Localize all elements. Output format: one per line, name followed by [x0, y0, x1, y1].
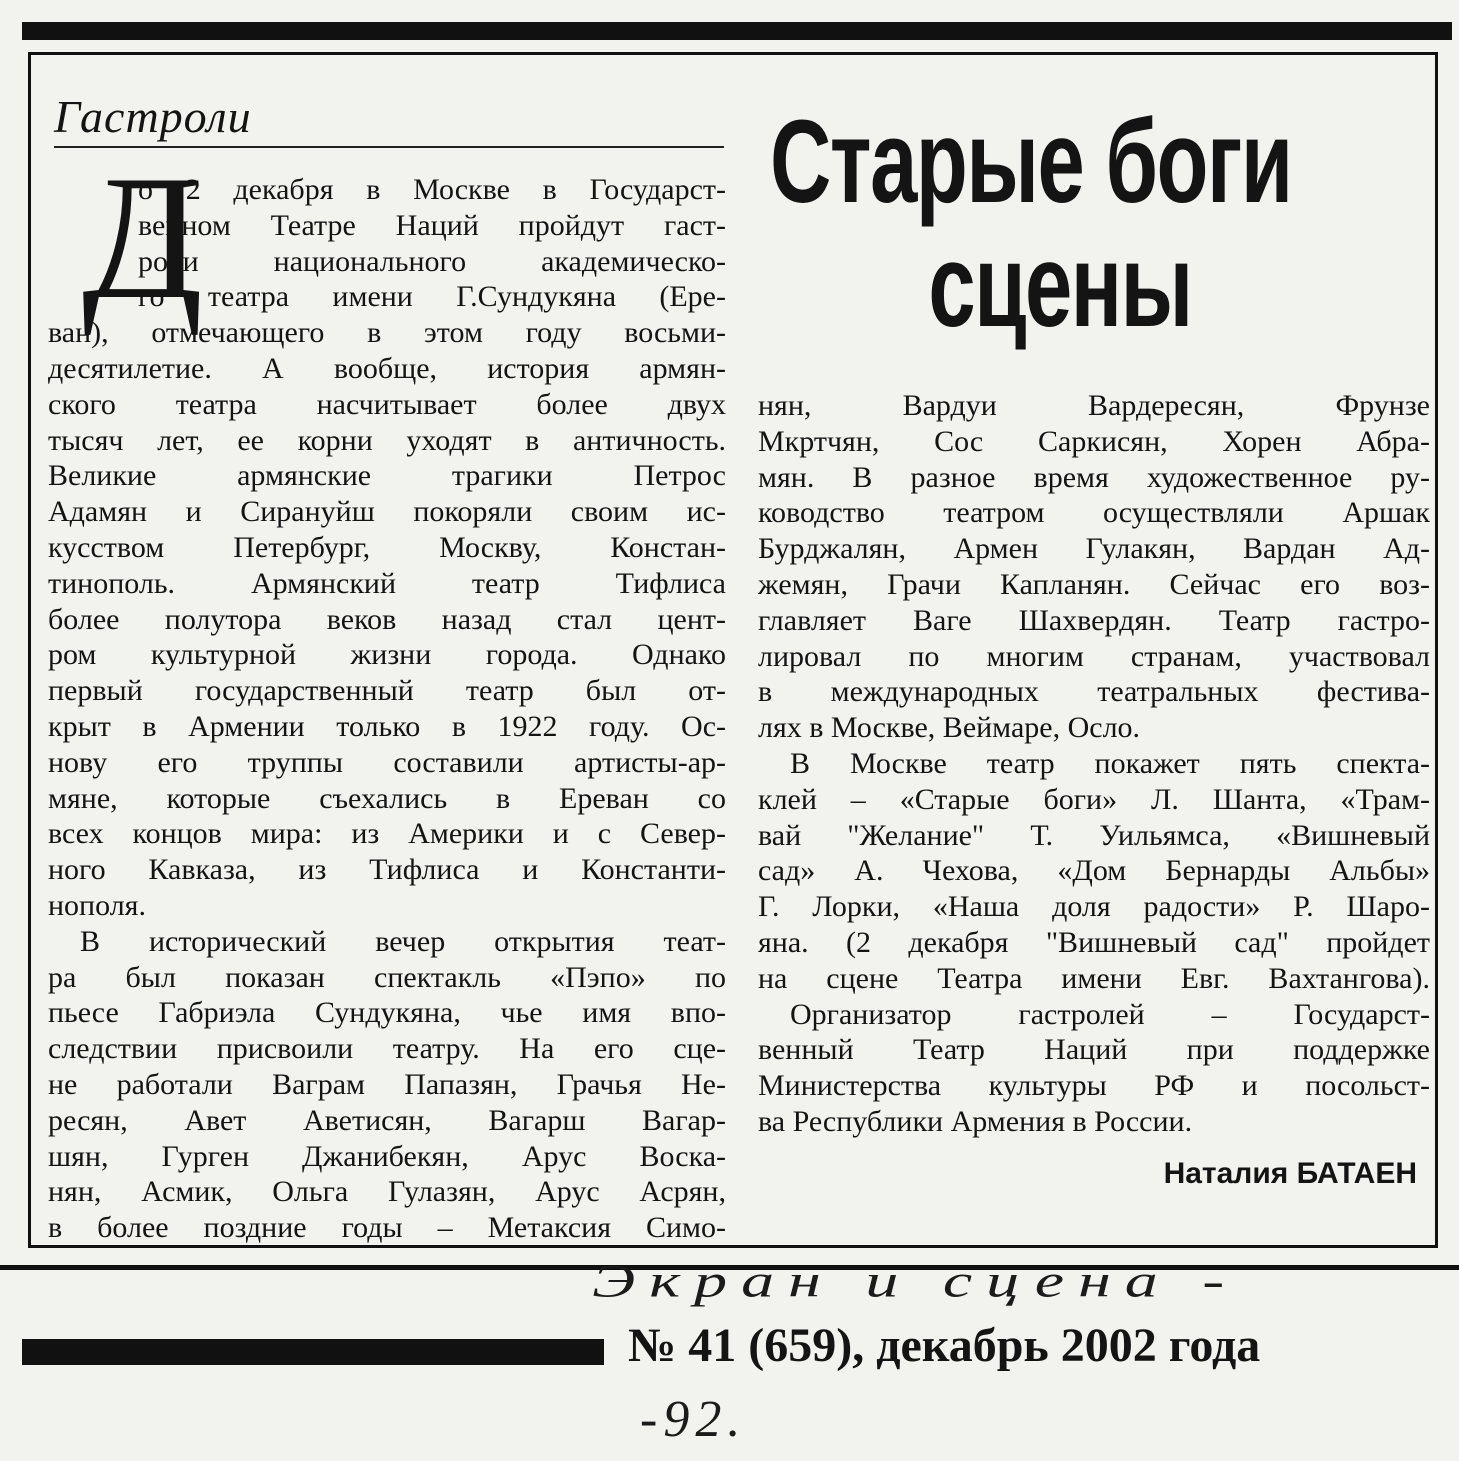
text-line: сад» А. Чехова, «Дом Бернарды Альбы»: [758, 854, 1430, 888]
text-line: ского театра насчитывает более двух: [48, 387, 726, 421]
text-line: тысяч лет, ее корни уходят в античность.: [48, 423, 726, 457]
text-line: в более поздние годы – Метаксия Симо-: [48, 1211, 726, 1245]
text-line: нян, Вардуи Вардересян, Фрунзе: [758, 389, 1430, 422]
text-line: клей – «Старые боги» Л. Шанта, «Трам-: [758, 782, 1430, 816]
text-line: Министерства культуры РФ и посольст-: [758, 1069, 1430, 1103]
text-line: кусством Петербург, Москву, Констан-: [48, 530, 726, 564]
top-rule: [22, 22, 1452, 40]
text-line: мяне, которые съехались в Ереван со: [48, 781, 726, 815]
handwritten-source-note: Экран и сцена -: [592, 1255, 1239, 1307]
text-line: лях в Москве, Веймаре, Осло.: [758, 711, 1141, 745]
text-line: вай "Желание" Т. Уильямса, «Вишневый: [758, 818, 1430, 852]
text-line: крыт в Армении только в 1922 году. Ос-: [48, 709, 726, 743]
headline-line-1: Старые боги: [770, 96, 1292, 228]
text-line: Великие армянские трагики Петрос: [48, 459, 726, 493]
drop-cap: Д: [82, 138, 204, 336]
text-line: главляет Ваге Шахвердян. Театр гастро-: [758, 603, 1430, 637]
text-line: лировал по многим странам, участвовал: [758, 639, 1430, 673]
text-line: В исторический вечер открытия теат-: [80, 924, 726, 958]
headline: [770, 96, 1292, 352]
text-line: венном Театре Наций пройдут гаст-: [138, 208, 726, 242]
bottom-bar: [22, 1339, 604, 1365]
text-line: нян, Асмик, Ольга Гулазян, Арус Асрян,: [48, 1175, 726, 1209]
text-line: ром культурной жизни города. Однако: [48, 638, 726, 672]
text-line: Г. Лорки, «Наша доля радости» Р. Шаро-: [758, 890, 1430, 924]
text-line: Мкртчян, Сос Саркисян, Хорен Абра-: [758, 424, 1430, 458]
text-line: роли национального академическо-: [138, 244, 726, 278]
handwritten-page-note: -92.: [640, 1391, 747, 1448]
text-line: десятилетие. А вообще, история армян-: [48, 351, 726, 385]
text-line: В Москве театр покажет пять спекта-: [790, 746, 1430, 780]
text-line: всех концов мира: из Америки и с Север-: [48, 817, 726, 851]
text-line: ра был показан спектакль «Пэпо» по: [48, 960, 726, 994]
text-line: венный Театр Наций при поддержке: [758, 1033, 1430, 1067]
text-line: жемян, Грачи Капланян. Сейчас его воз-: [758, 567, 1430, 601]
text-line: на сцене Театра имени Евг. Вахтангова).: [758, 961, 1430, 995]
text-line: ководство театром осуществляли Аршак: [758, 496, 1430, 530]
text-line: не работали Ваграм Папазян, Грачья Не-: [48, 1067, 726, 1101]
text-line: го театра имени Г.Сундукяна (Ере-: [138, 280, 726, 314]
rubric-label: Гастроли: [54, 91, 252, 142]
text-line: яна. (2 декабря "Вишневый сад" пройдет: [758, 925, 1430, 959]
text-line: первый государственный театр был от-: [48, 674, 726, 708]
text-line: ного Кавказа, из Тифлиса и Константи-: [48, 853, 726, 887]
text-line: нополя.: [48, 888, 146, 922]
text-line: следствии присвоили театру. На его сце-: [48, 1032, 726, 1066]
left-column: [48, 172, 726, 1246]
text-line: нову его труппы составили артисты-ар-: [48, 745, 726, 779]
text-line: ва Республики Армения в России.: [758, 1104, 1193, 1138]
text-line: мян. В разное время художественное ру-: [758, 460, 1430, 494]
text-line: ван), отмечающего в этом году восьми-: [48, 316, 726, 350]
text-line: ресян, Авет Аветисян, Вагарш Вагар-: [48, 1103, 726, 1137]
text-line: тинополь. Армянский театр Тифлиса: [48, 566, 726, 600]
author-byline: Наталия БАТАЕН: [1163, 1157, 1417, 1190]
headline-line-2: сцены: [928, 220, 1192, 352]
issue-line: № 41 (659), декабрь 2002 года: [628, 1319, 1261, 1372]
text-line: Адамян и Сирануйш покоряли своим ис-: [48, 495, 726, 529]
text-line: более полутора веков назад стал цент-: [48, 602, 726, 636]
right-column: [758, 388, 1430, 1140]
text-line: шян, Гурген Джанибекян, Арус Воска-: [48, 1139, 726, 1173]
text-line: пьесе Габриэла Сундукяна, чье имя впо-: [48, 996, 726, 1030]
text-line: Бурджалян, Армен Гулакян, Вардан Ад-: [758, 532, 1430, 566]
text-line: Организатор гастролей – Государст-: [790, 997, 1430, 1031]
text-line: о 2 декабря в Москве в Государст-: [138, 173, 726, 206]
text-line: в международных театральных фестива-: [758, 675, 1430, 709]
